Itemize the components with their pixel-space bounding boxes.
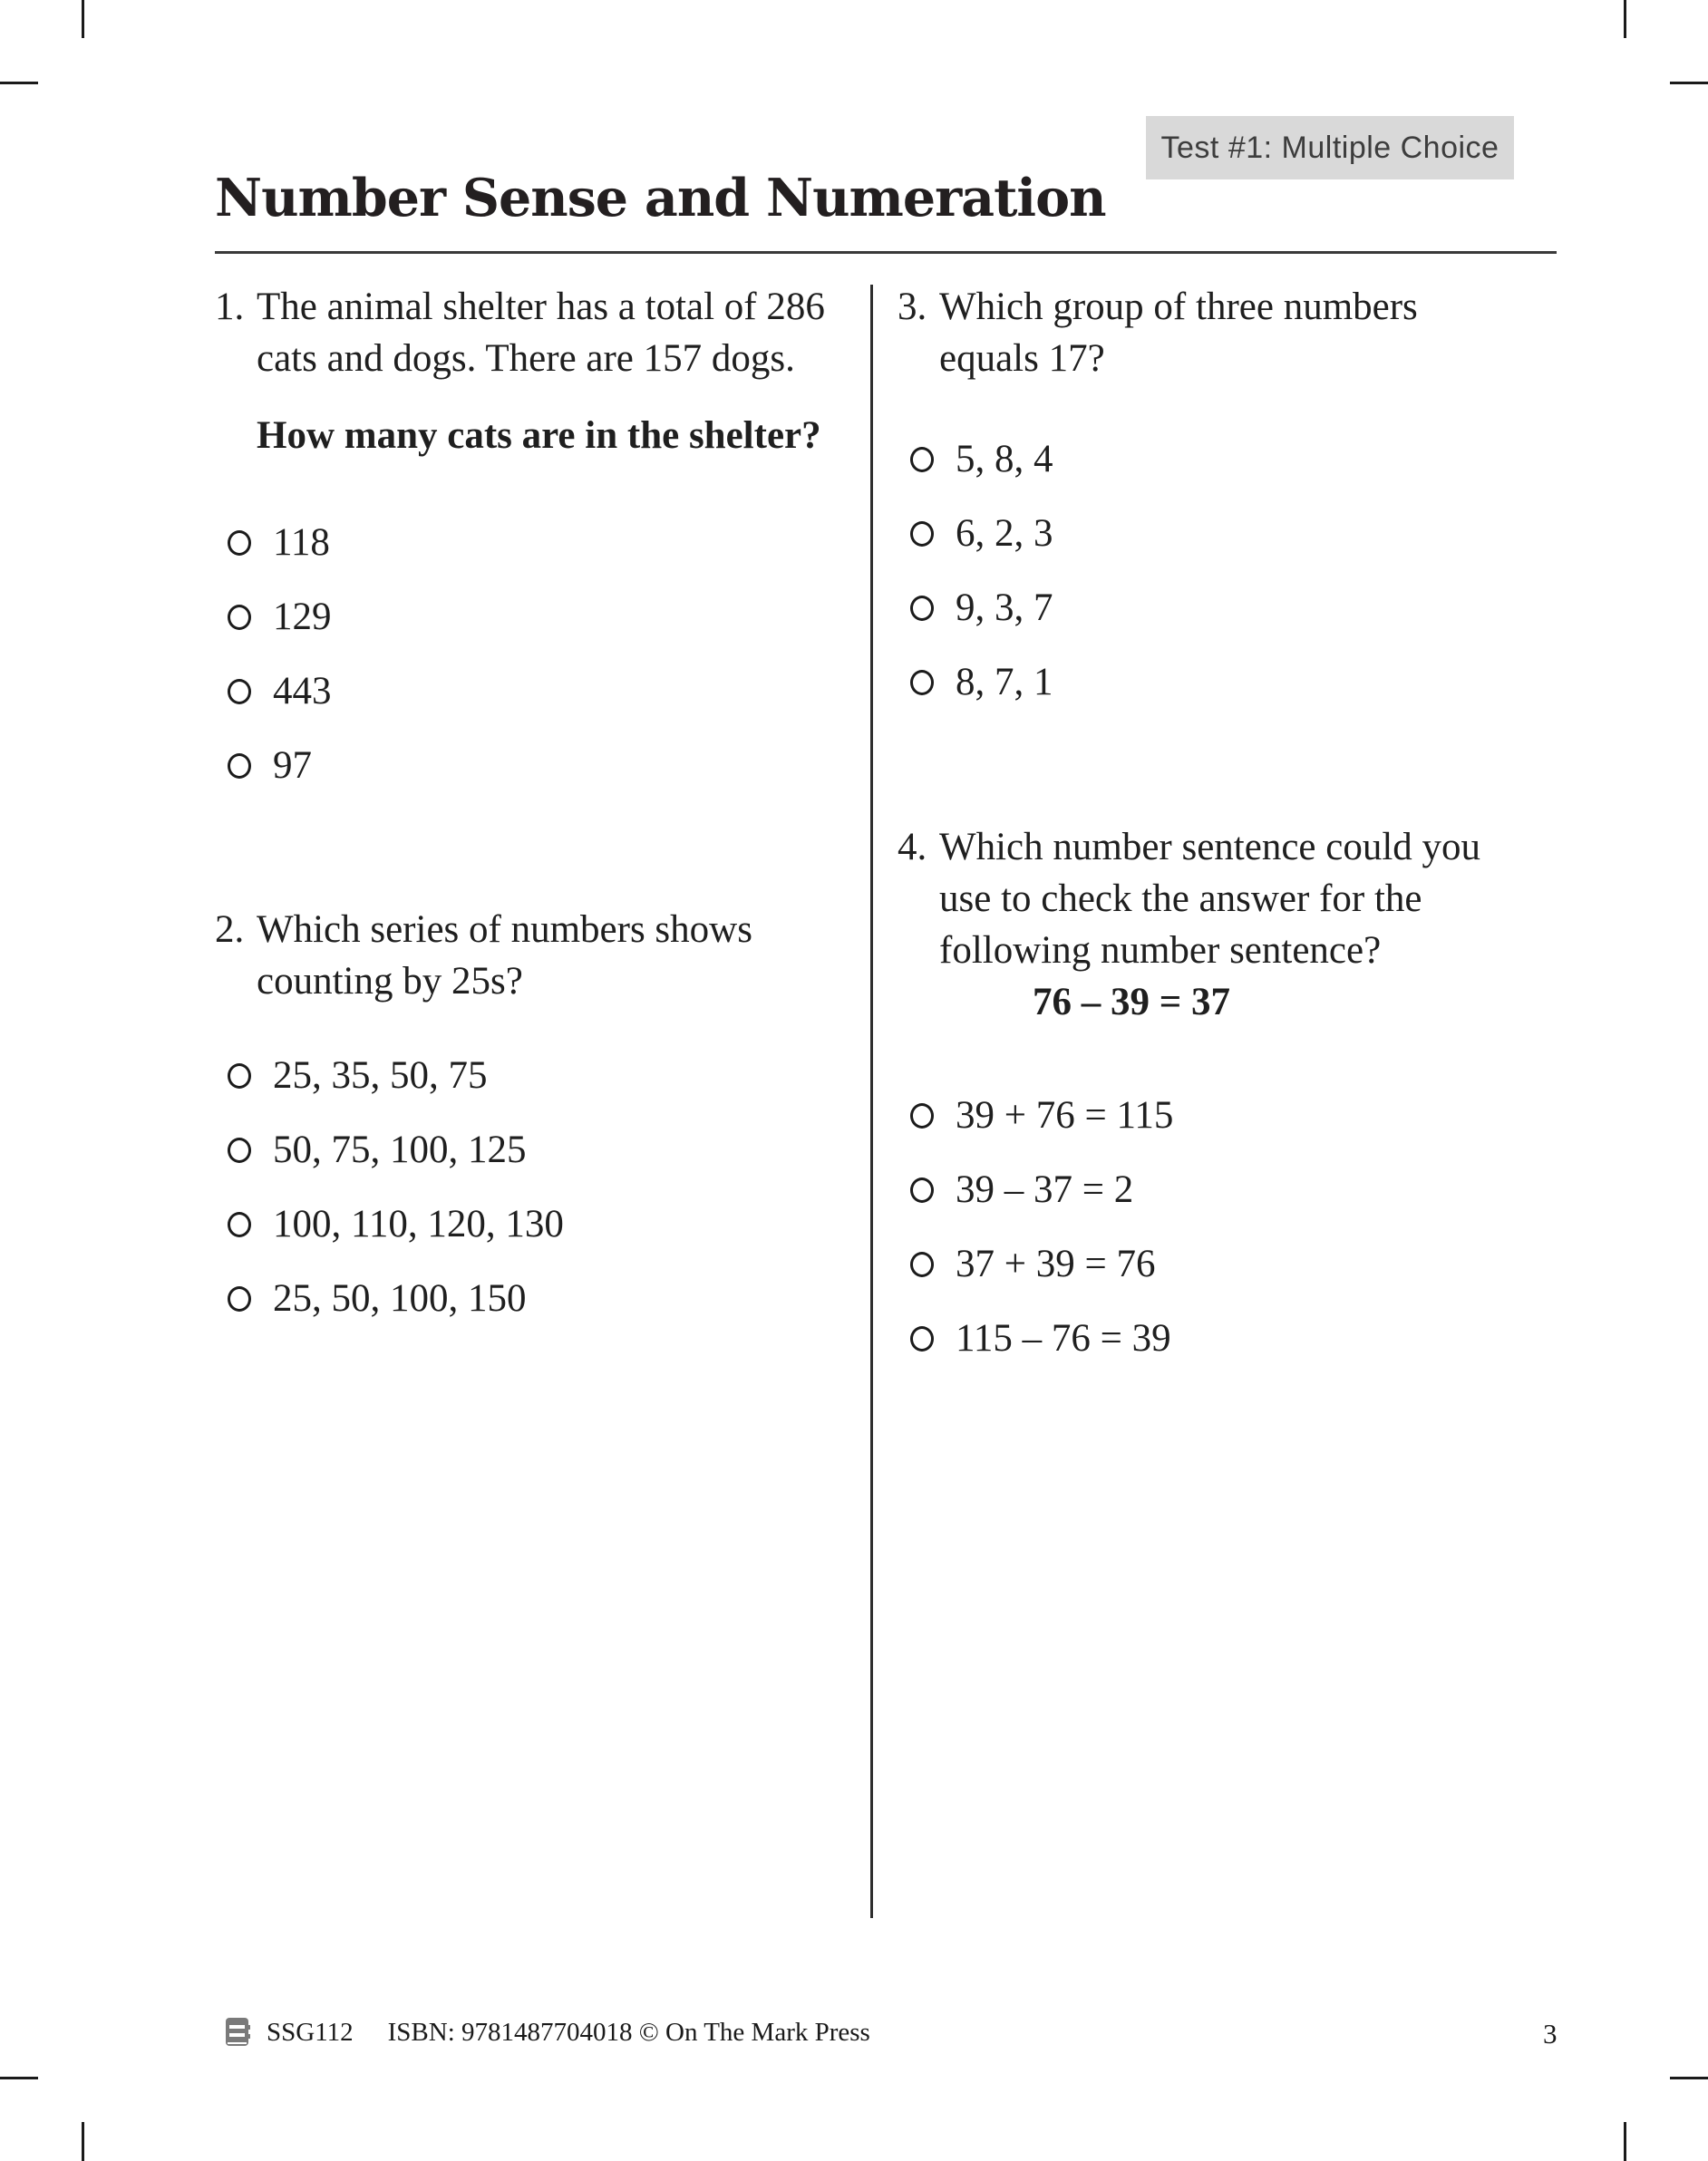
- question-number: 4.: [898, 826, 927, 868]
- title-rule: [215, 251, 1557, 254]
- option-label: 443: [273, 670, 332, 712]
- answer-option[interactable]: [910, 1168, 1547, 1212]
- options-list-q2: [215, 1054, 855, 1321]
- question-text: Which number sentence could you use to check the answer for the following number sentence?: [939, 826, 1481, 972]
- crop-mark: [82, 2122, 84, 2161]
- crop-mark: [1670, 2077, 1708, 2079]
- question-2: [215, 904, 855, 1007]
- answer-option[interactable]: [228, 670, 855, 713]
- column-divider: [870, 285, 873, 1918]
- question-number: 1.: [215, 286, 245, 328]
- radio-icon[interactable]: [910, 1103, 934, 1129]
- page-title: Number Sense and Numeration: [215, 168, 1106, 228]
- question-text-block: [257, 904, 855, 1007]
- radio-icon[interactable]: [910, 596, 934, 621]
- question-text-block: [257, 281, 855, 461]
- question-4: [898, 821, 1547, 1028]
- radio-icon[interactable]: [910, 521, 934, 547]
- isbn-text: ISBN: 9781487704018 © On The Mark Press: [387, 2017, 870, 2047]
- answer-option[interactable]: [228, 521, 855, 565]
- radio-icon[interactable]: [910, 670, 934, 695]
- answer-option[interactable]: [910, 1317, 1547, 1361]
- answer-option[interactable]: [228, 1054, 855, 1098]
- answer-option[interactable]: [228, 596, 855, 639]
- answer-option[interactable]: [910, 661, 1547, 704]
- radio-icon[interactable]: [910, 447, 934, 472]
- question-text-block: [939, 821, 1547, 1028]
- answer-option[interactable]: [910, 1094, 1547, 1138]
- option-label: 5, 8, 4: [956, 438, 1053, 480]
- test-badge-label: Test #1: Multiple Choice: [1160, 130, 1499, 165]
- option-label: 39 – 37 = 2: [956, 1168, 1134, 1211]
- radio-icon[interactable]: [910, 1177, 934, 1203]
- left-column: [215, 272, 855, 1352]
- option-label: 115 – 76 = 39: [956, 1317, 1171, 1360]
- option-label: 100, 110, 120, 130: [273, 1203, 564, 1245]
- answer-option[interactable]: [910, 1243, 1547, 1286]
- option-label: 6, 2, 3: [956, 512, 1053, 555]
- crop-mark: [1624, 0, 1626, 38]
- crop-mark: [0, 2077, 38, 2079]
- option-label: 50, 75, 100, 125: [273, 1129, 527, 1171]
- answer-option[interactable]: [910, 586, 1547, 630]
- crop-mark: [82, 0, 84, 38]
- option-label: 9, 3, 7: [956, 586, 1053, 629]
- option-label: 129: [273, 596, 332, 638]
- radio-icon[interactable]: [228, 1138, 251, 1163]
- test-badge: [1146, 116, 1514, 179]
- option-label: 39 + 76 = 115: [956, 1094, 1174, 1137]
- radio-icon[interactable]: [228, 679, 251, 704]
- radio-icon[interactable]: [228, 1063, 251, 1089]
- book-icon: [223, 2014, 254, 2050]
- question-number: 3.: [898, 286, 927, 328]
- options-list-q4: [898, 1094, 1547, 1361]
- answer-option[interactable]: [228, 1277, 855, 1321]
- radio-icon[interactable]: [910, 1326, 934, 1352]
- radio-icon[interactable]: [228, 530, 251, 556]
- equation: 76 – 39 = 37: [1033, 981, 1231, 1023]
- radio-icon[interactable]: [228, 1286, 251, 1312]
- crop-mark: [1670, 82, 1708, 84]
- crop-mark: [1624, 2122, 1626, 2161]
- radio-icon[interactable]: [228, 753, 251, 779]
- question-bold-text: How many cats are in the shelter?: [257, 414, 821, 457]
- answer-option[interactable]: [228, 1129, 855, 1172]
- option-label: 25, 50, 100, 150: [273, 1277, 527, 1320]
- option-label: 25, 35, 50, 75: [273, 1054, 488, 1097]
- option-label: 8, 7, 1: [956, 661, 1053, 703]
- question-text: Which series of numbers shows counting by 25s?: [257, 908, 752, 1003]
- crop-mark: [0, 82, 38, 84]
- page-number: 3: [1543, 2018, 1558, 2050]
- right-column: [898, 272, 1547, 1391]
- question-text-block: [939, 281, 1547, 384]
- answer-option[interactable]: [910, 438, 1547, 481]
- answer-option[interactable]: [910, 512, 1547, 556]
- options-list-q3: [898, 438, 1547, 704]
- question-text: Which group of three numbers equals 17?: [939, 286, 1418, 380]
- option-label: 37 + 39 = 76: [956, 1243, 1156, 1285]
- question-number: 2.: [215, 908, 245, 951]
- options-list-q1: [215, 521, 855, 788]
- radio-icon[interactable]: [228, 605, 251, 630]
- question-text: The animal shelter has a total of 286 cats and dogs. There are 157 dogs.: [257, 286, 825, 380]
- question-1: [215, 272, 855, 461]
- product-code: SSG112: [267, 2017, 354, 2047]
- option-label: 118: [273, 521, 330, 564]
- answer-option[interactable]: [228, 1203, 855, 1246]
- radio-icon[interactable]: [910, 1252, 934, 1277]
- radio-icon[interactable]: [228, 1212, 251, 1237]
- answer-option[interactable]: [228, 744, 855, 788]
- option-label: 97: [273, 744, 312, 787]
- footer: [223, 2014, 870, 2050]
- question-3: [898, 272, 1547, 384]
